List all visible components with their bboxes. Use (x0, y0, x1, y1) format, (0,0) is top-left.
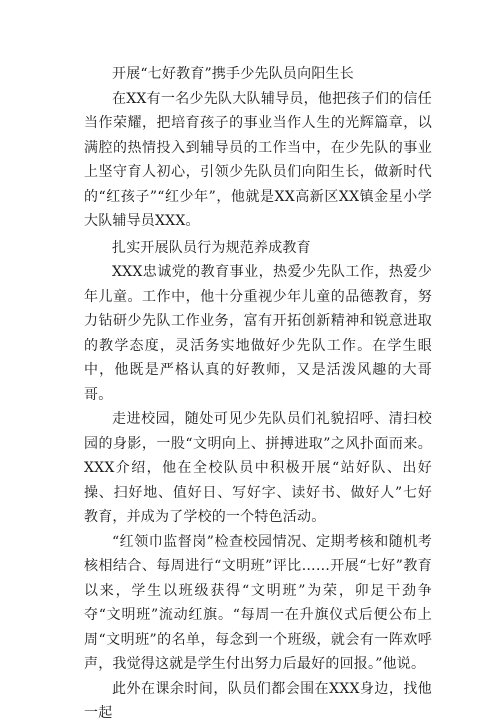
intro-paragraph: 在XX有一名少先队大队辅导员，他把孩子们的信任当作荣耀，把培育孩子的事业当作人生的光辉篇章，以满腔的热情投入到辅导员的工作当中，在少先队的事业上坚守育人初心，引领少先队员们向阳生长，做新时代的“红孩子”“红少年”，他就是XX高新区XX镇金星小学大队辅导员XXX。 (84, 90, 432, 229)
section-heading: 扎实开展队员行为规范养成教育 (112, 239, 311, 256)
document-title: 开展“七好教育”携手少先队员向阳生长 (112, 66, 354, 82)
body-paragraph-3: “红领巾监督岗”检查校园情况、定期考核和随机考核相结合、每周进行“文明班”评比……开展“七好”教育以来，学生以班级获得“文明班”为荣，卯足干劲争夺“文明班”流动红旗。“每周一在升旗仪式后便公布上周“文明班”的名单，每念到一个班级，就会有一阵欢呼声，我觉得这就是学生付出努力后最好的回报。”他说。 (84, 533, 432, 672)
body-paragraph-2: 走进校园，随处可见少先队员们礼貌招呼、清扫校园的身影，一股“文明向上、拼搏进取”之风扑面而来。XXX介绍，他在全校队员中积极开展“站好队、出好操、扫好地、值好日、写好字、读好书、做好人”七好教育，并成为了学校的一个特色活动。 (84, 411, 432, 525)
body-paragraph-4: 此外在课余时间，队员们都会围在XXX身边，找他一起 (84, 680, 432, 721)
document-page (84, 62, 432, 726)
body-paragraph-1: XXX忠诚党的教育事业，热爱少先队工作，热爱少年儿童。工作中，他十分重视少年儿童的品德教育，努力钻研少先队工作业务，富有开拓创新精神和锐意进取的教学态度，灵活务实地做好少先队工作。在学生眼中，他既是严格认真的好教师，又是活泼风趣的大哥哥。 (84, 264, 432, 403)
